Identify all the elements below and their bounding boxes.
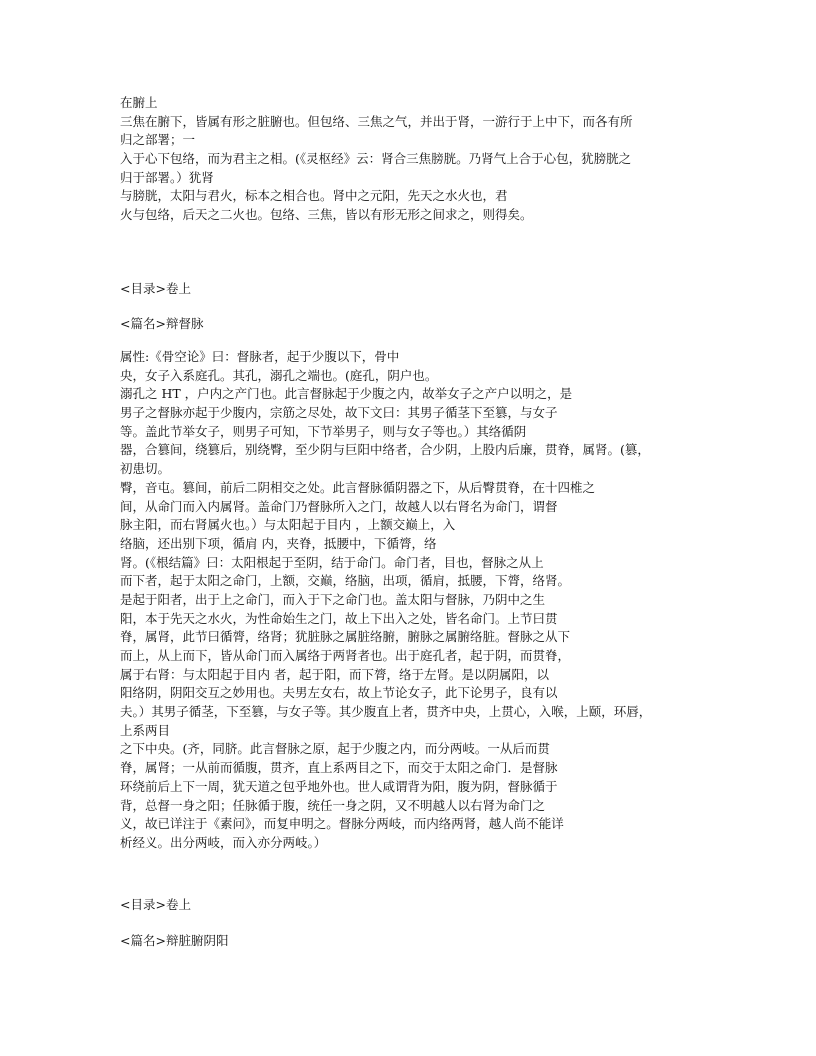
- text-line: 脊，属肾；一从前而循腹，贯齐，直上系两目之下，而交于太阳之命门．是督脉: [120, 760, 558, 776]
- text-line: 脊，属肾，此节曰循膂，络肾；犹脏脉之属脏络腑，腑脉之属腑络脏。督脉之从下: [120, 629, 571, 645]
- text-line: 归之部署；一: [120, 132, 196, 148]
- text-line: 是起于阳者，出于上之命门，而入于下之命门也。盖太阳与督脉，乃阴中之生: [120, 591, 546, 607]
- text-line: 央，女子入系庭孔。其孔，溺孔之端也。(庭孔，阴户也。: [120, 367, 438, 383]
- text-line: 之下中央。(齐，同脐。此言督脉之原，起于少腹之内，而分两岐。一从后而贯: [120, 741, 550, 757]
- text-line: 三焦在腑下，皆属有形之脏腑也。但包络、三焦之气，并出于肾，一游行于上中下，而各有所: [120, 113, 633, 129]
- text-line: 析经义。出分两岐，而入亦分两岐。）: [120, 834, 327, 850]
- text-line: 义，故已详注于《素问》，而复申明之。督脉分两岐，而内络两肾，越人尚不能详: [120, 816, 564, 832]
- text-line: 火与包络，后天之二火也。包络、三焦，皆以有形无形之间求之，则得矣。: [120, 207, 533, 223]
- chapter-title: <篇名>辩督脉: [120, 316, 204, 331]
- text-line: 男子之督脉亦起于少腹内，宗筋之尽处，故下文曰：其男子循茎下至篡，与女子: [120, 405, 558, 421]
- text-line: 阳络阴，阴阳交互之妙用也。夫男左女右，故上节论女子，此下论男子，良有以: [120, 685, 558, 701]
- text-line: 初患切。: [120, 461, 171, 477]
- text-line: 属性:《骨空论》曰：督脉者，起于少腹以下，骨中: [120, 349, 400, 364]
- intro-paragraph: [120, 94, 720, 225]
- text-line: 间，从命门而入内属肾。盖命门乃督脉所入之门，故越人以右肾名为命门，谓督: [120, 498, 558, 514]
- text-line: 与膀胱，太阳与君火，标本之相合也。肾中之元阳，先天之水火也，君: [120, 188, 508, 204]
- chapter-body: [120, 348, 720, 853]
- text-line: 臀，音屯。篡间，前后二阴相交之处。此言督脉循阴器之下，从后臀贯脊，在十四椎之: [120, 479, 596, 495]
- text-line: 上系两目: [120, 722, 171, 738]
- text-line: 肾。(《根结篇》曰：太阳根起于至阴，结于命门。命门者，目也，督脉之从上: [120, 554, 544, 570]
- text-line: 在腑上: [120, 95, 158, 110]
- chapter-title: <篇名>辩脏腑阴阳: [120, 933, 229, 948]
- text-line: 环绕前后上下一周，犹天道之包乎地外也。世人咸谓背为阳，腹为阴，督脉循于: [120, 778, 558, 794]
- text-line: 属于右肾：与太阳起于目内 者，起于阳，而下膂，络于左肾。是以阴属阳，以: [120, 666, 549, 682]
- text-line: 而上，从上而下，皆从命门而入属络于两肾者也。出于庭孔者，起于阴，而贯脊，: [120, 648, 571, 663]
- text-line: 而下者，起于太阳之命门，上额，交巅，络脑，出项，循肩，抵腰，下膂，络肾。: [120, 573, 571, 589]
- text-line: 夫。）其男子循茎，下至篡，与女子等。其少腹直上者，贯齐中央，上贯心，入喉，上颐，环唇，: [120, 704, 652, 720]
- catalog-heading: <目录>卷上: [120, 897, 191, 912]
- text-line: 络脑，还出别下项，循肩 内，夹脊，抵腰中，下循膂，络: [120, 535, 437, 551]
- text-line: 脉主阳，而右肾属火也。）与太阳起于目内 ，上额交巅上，入: [120, 517, 456, 533]
- text-line: 归于部署。）犹肾: [120, 169, 214, 185]
- text-line: 等。盖此节举女子，则男子可知，下节举男子，则与女子等也。）其络循阴: [120, 423, 527, 439]
- text-line: 背，总督一身之阳；任脉循于腹，统任一身之阴，又不明越人以右肾为命门之: [120, 797, 546, 813]
- text-line: 入于心下包络，而为君主之相。(《灵枢经》云：肾合三焦膀胱。乃肾气上合于心包，犹膀胱之: [120, 151, 632, 167]
- catalog-heading: <目录>卷上: [120, 281, 191, 296]
- text-line: 溺孔之 HT ，户内之产门也。此言督脉起于少腹之内，故举女子之产户以明之，是: [120, 386, 573, 402]
- text-line: 阳，本于先天之水火，为性命始生之门，故上下出入之处，皆名命门。上节曰贯: [120, 610, 558, 626]
- text-line: 器，合篡间，绕篡后，别绕臀，至少阴与巨阳中络者，合少阴，上股内后廉，贯脊，属肾。(篡，: [120, 442, 650, 458]
